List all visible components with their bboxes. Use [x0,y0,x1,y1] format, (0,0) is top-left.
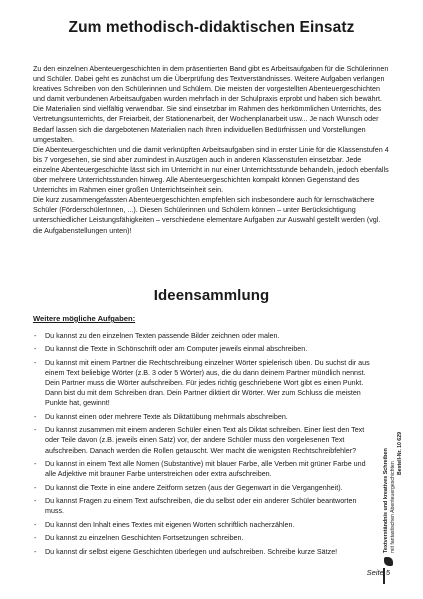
logo-mark-icon [384,557,393,566]
page-title: Zum methodisch-didaktischen Einsatz [68,19,355,36]
list-item: - Du kannst den Inhalt eines Textes mit eigenen Worten schriftlich nacherzählen. [33,520,373,530]
intro-paragraph: Die kurz zusammengefassten Abenteuergeschichten empfehlen sich insbesondere auch für lernschwächere Schüler (FörderschülerInnen, ...). Diesen Schülerinnen und Schülern können – unter Berücksichtigung unterschiedlicher Leistungsfähigkeiten – verschiedene elementare Aufgaben zur Auswahl gestellt werden (vgl. die Aufgabenstellungen unten)! [33,196,381,235]
page-number: Seite 5 [366,568,390,577]
list-item: - Du kannst einen oder mehrere Texte als Diktatübung mehrmals abschreiben. [33,412,373,422]
intro-text [33,64,389,236]
sidebar-order-number: Bestell-Nr. 10 629 [397,432,403,475]
list-item: - Du kannst die Texte in eine andere Zeitform setzen (aus der Gegenwart in die Vergangenheit). [33,483,373,493]
sidebar-book-title: Textverständnis und kreatives Schreiben [383,448,389,553]
list-item: - Du kannst in einem Text alle Nomen (Substantive) mit blauer Farbe, alle Verben mit grüner Farbe und alle Adjektive mit brauner Farbe unterstreichen oder extra aufschreiben. [33,459,373,479]
sidebar-subtitle: mit fantastischen Abenteuergeschichten [390,461,396,553]
list-item: - Du kannst Fragen zu einem Text aufschreiben, die du selbst oder ein anderer Schüler beantworten muss. [33,496,373,516]
publisher-sidebar [380,335,420,590]
section-title: Ideensammlung [153,287,270,304]
list-item: - Du kannst zu einzelnen Geschichten Fortsetzungen schreiben. [33,533,373,543]
list-item: - Du kannst zusammen mit einem anderen Schüler einen Text als Diktat schreiben. Einer liest den Text oder Teile davon (z.B. jeweils einen Satz) vor, der andere Schüler muss den vorgelesenen Text aufschreiben. Danach werden die Rollen getauscht. Wer macht die wenigsten Rechtschreibfehler? [33,425,373,455]
list-item: - Du kannst zu den einzelnen Texten passende Bilder zeichnen oder malen. [33,331,373,341]
task-list [33,331,373,560]
tasks-heading: Weitere mögliche Aufgaben: [33,314,136,323]
list-item: - Du kannst dir selbst eigene Geschichten überlegen und aufschreiben. Schreibe kurze Sätze! [33,547,373,557]
list-item: - Du kannst die Texte in Schönschrift oder am Computer jeweils einmal abschreiben. [33,344,373,354]
intro-paragraph: Zu den einzelnen Abenteuergeschichten in dem präsentierten Band gibt es Arbeitsaufgaben für die Schülerinnen und Schüler. Dabei geht es zunächst um die Überprüfung des Textverständnisses. Weitere Aufgaben verlangen kreatives Schreiben von den Schülerinnen und Schülern. Die meisten der vorgestellten Abenteuergeschichten und damit verbundenen Arbeitsaufgaben wurden mehrfach in der Schulpraxis erprobt und haben sich bewährt. Die Materialien sind vielfältig verwendbar. Sie sind einsetzbar im Rahmen des herkömmlichen Unterrichts, des Vertretungsunterrichts, der Freiarbeit, der Stationenarbeit, der Wochenplanarbeit usw... Je nach Wunsch oder Bedarf lassen sich die dargebotenen Materialien nach Ihren individuellen Bedürfnissen und Vorstellungen umgestalten. [33,65,389,144]
list-item: - Du kannst mit einem Partner die Rechtschreibung einzelner Wörter spielerisch üben. Du suchst dir aus einem Text beliebige Wörter (z.B. 3 oder 5 Wörter) aus, die du dann deinem Partner mündlich nennst. Dein Partner muss die Wörter aufschreiben. Für jedes richtig geschriebene Wort gibt es einen Punkt. Dann bist du mit dem Schreiben dran. Dein Partner diktiert dir Wörter. Wer zum Schluss die meisten Punkte hat, gewinnt! [33,358,373,408]
intro-paragraph: Die Abenteuergeschichten und die damit verknüpften Arbeitsaufgaben sind in erster Linie für die Klassenstufen 4 bis 7 vorgesehen, sie sind aber zumindest in Auszügen auch in anderen Klassenstufen einsetzbar. Jede einzelne Abenteuergeschichte lässt sich im Unterricht in nur einer Unterrichtsstunde behandeln, jedoch ebenfalls über mehrere Unterrichtsstunden hinweg. Alle Abenteuergeschichten kompakt können Gegenstand des Unterrichts im Rahmen einer großen Unterrichtseinheit sein. [33,145,389,195]
